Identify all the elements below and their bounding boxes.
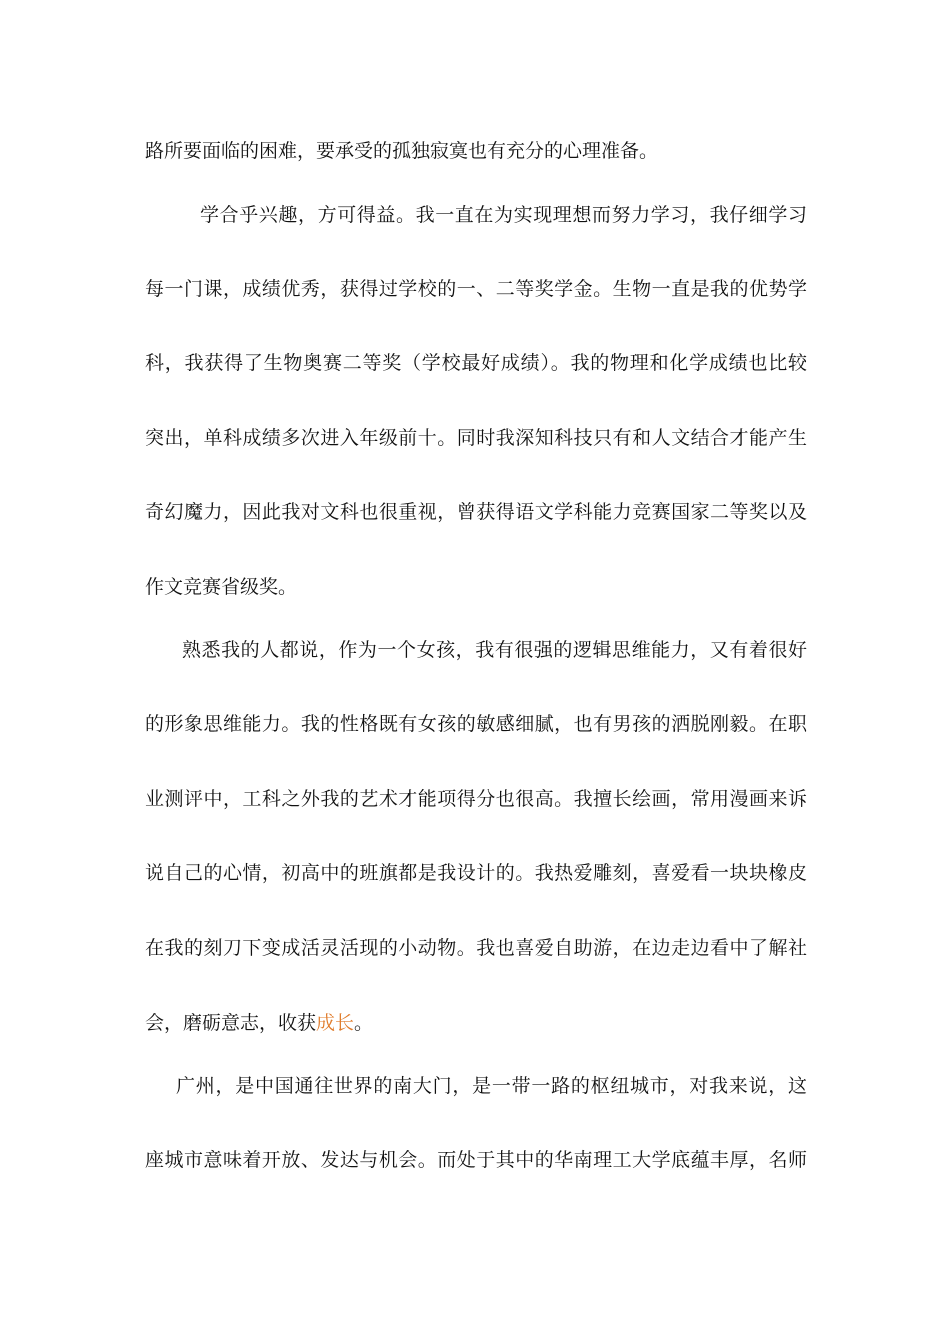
paragraph-start-line: 学合乎兴趣，方可得益。我一直在为实现理想而努力学习，我仔细学习 xyxy=(200,204,807,226)
text-line-1: 路所要面临的困难，要承受的孤独寂寞也有充分的心理准备。 xyxy=(145,140,659,162)
text-line-3: 每一门课，成绩优秀，获得过学校的一、二等奖学金。生物一直是我的优势学 xyxy=(145,278,807,300)
text-line-4: 科，我获得了生物奥赛二等奖（学校最好成绩）。我的物理和化学成绩也比较 xyxy=(145,352,807,374)
text-line-7: 作文竞赛省级奖。 xyxy=(145,576,298,598)
text-line-11: 说自己的心情，初高中的班旗都是我设计的。我热爱雕刻，喜爱看一块块橡皮 xyxy=(145,862,807,884)
text-line-10: 业测评中，工科之外我的艺术才能项得分也很高。我擅长绘画，常用漫画来诉 xyxy=(145,788,807,810)
text-line-13 xyxy=(145,1010,807,1036)
paragraph-start-line: 广州，是中国通往世界的南大门，是一带一路的枢纽城市，对我来说，这 xyxy=(176,1075,807,1097)
text-line-12: 在我的刻刀下变成活灵活现的小动物。我也喜爱自助游，在边走边看中了解社 xyxy=(145,937,807,959)
text-line-15: 座城市意味着开放、发达与机会。而处于其中的华南理工大学底蕴丰厚，名师 xyxy=(145,1149,807,1171)
text-line-6: 奇幻魔力，因此我对文科也很重视，曾获得语文学科能力竞赛国家二等奖以及 xyxy=(145,501,807,523)
text-line-5: 突出，单科成绩多次进入年级前十。同时我深知科技只有和人文结合才能产生 xyxy=(145,427,807,449)
text-line-9: 的形象思维能力。我的性格既有女孩的敏感细腻，也有男孩的洒脱刚毅。在职 xyxy=(145,713,807,735)
paragraph-start-line: 熟悉我的人都说，作为一个女孩，我有很强的逻辑思维能力，又有着很好 xyxy=(182,639,807,661)
growth-link[interactable]: 成长 xyxy=(316,1012,355,1034)
text-fragment: 。 xyxy=(354,1012,374,1034)
text-fragment: 会，磨砺意志，收获 xyxy=(145,1012,317,1034)
